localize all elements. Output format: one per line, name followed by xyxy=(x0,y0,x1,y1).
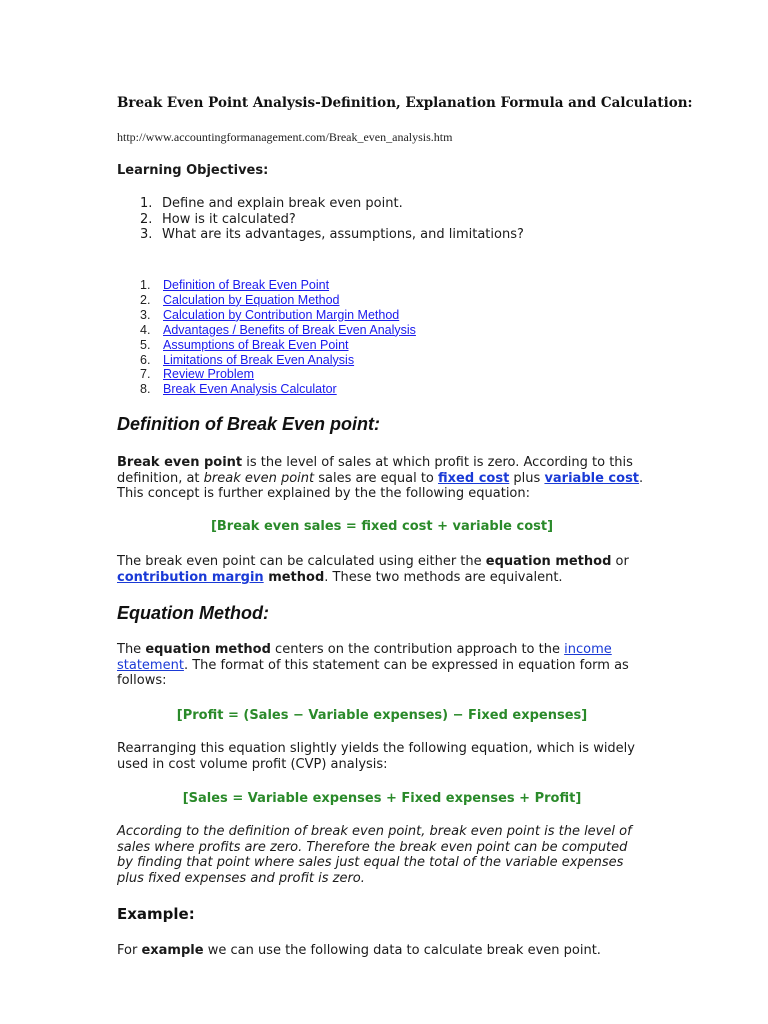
fixed-cost-link[interactable]: fixed cost xyxy=(438,470,510,486)
profit-formula: [Profit = (Sales − Variable expenses) − Fixed expenses] xyxy=(176,708,588,723)
break-even-formula: [Break even sales = fixed cost + variable cost] xyxy=(210,519,554,534)
toc-item: 2. Calculation by Equation Method xyxy=(140,292,340,307)
table-of-contents xyxy=(140,278,416,397)
toc-link-assumptions[interactable]: Assumptions of Break Even Point xyxy=(163,337,349,352)
list-item: 2. How is it calculated? xyxy=(140,211,296,227)
source-url: http://www.accountingformanagement.com/Break_even_analysis.htm xyxy=(117,130,453,144)
definition-heading: Definition of Break Even point: xyxy=(117,414,381,434)
example-paragraph: For example we can use the following data to calculate break even point. xyxy=(117,943,601,958)
toc-item: 3. Calculation by Contribution Margin Method xyxy=(140,307,400,322)
document-title: Break Even Point Analysis-Definition, Explanation Formula and Calculation: xyxy=(117,95,693,111)
toc-item: 5. Assumptions of Break Even Point xyxy=(140,337,349,352)
toc-item: 7. Review Problem xyxy=(140,367,255,382)
contribution-margin-link[interactable]: contribution margin xyxy=(117,569,264,585)
toc-link-advantages[interactable]: Advantages / Benefits of Break Even Analysis xyxy=(163,322,416,337)
learning-objectives-list xyxy=(140,196,524,243)
toc-item: 1. Definition of Break Even Point xyxy=(140,278,330,292)
list-item: 3. What are its advantages, assumptions, and limitations? xyxy=(140,227,524,242)
toc-link-limitations[interactable]: Limitations of Break Even Analysis xyxy=(163,352,355,367)
equation-method-paragraph: The equation method centers on the contribution approach to the income statement. The format of this statement can be expressed in equation form as follows: xyxy=(117,642,629,689)
methods-paragraph: The break even point can be calculated using either the equation method or contribution margin method. These two methods are equivalent. xyxy=(117,554,629,585)
toc-item: 4. Advantages / Benefits of Break Even Analysis xyxy=(140,322,416,337)
definition-paragraph: Break even point is the level of sales at which profit is zero. According to this definition, at break even point sales are equal to fixed cost plus variable cost. This concept is further explained by the the following equation: xyxy=(117,455,644,502)
sales-formula: [Sales = Variable expenses + Fixed expenses + Profit] xyxy=(182,791,582,806)
variable-cost-link[interactable]: variable cost xyxy=(544,470,640,486)
income-statement-link[interactable]: income statement xyxy=(117,642,612,673)
toc-link-contribution-margin[interactable]: Calculation by Contribution Margin Method xyxy=(163,307,400,322)
toc-link-equation-method[interactable]: Calculation by Equation Method xyxy=(163,292,340,307)
learning-objectives-heading: Learning Objectives: xyxy=(117,163,269,178)
toc-link-definition[interactable]: Definition of Break Even Point xyxy=(163,278,330,292)
toc-link-review-problem[interactable]: Review Problem xyxy=(163,367,255,382)
list-item: 1. Define and explain break even point. xyxy=(140,196,403,211)
equation-method-heading: Equation Method: xyxy=(117,603,269,623)
toc-link-calculator[interactable]: Break Even Analysis Calculator xyxy=(163,382,337,397)
toc-item: 8. Break Even Analysis Calculator xyxy=(140,382,337,397)
break-even-explanation: According to the definition of break even point, break even point is the level of sales where profits are zero. Therefore the break even point can be computed by finding that point where sales just equal the total of the variable expenses plus fixed expenses and profit is zero. xyxy=(117,824,632,887)
toc-item: 6. Limitations of Break Even Analysis xyxy=(140,352,355,367)
example-heading: Example: xyxy=(117,905,195,923)
rearranging-paragraph: Rearranging this equation slightly yields the following equation, which is widely used in cost volume profit (CVP) analysis: xyxy=(117,741,635,772)
